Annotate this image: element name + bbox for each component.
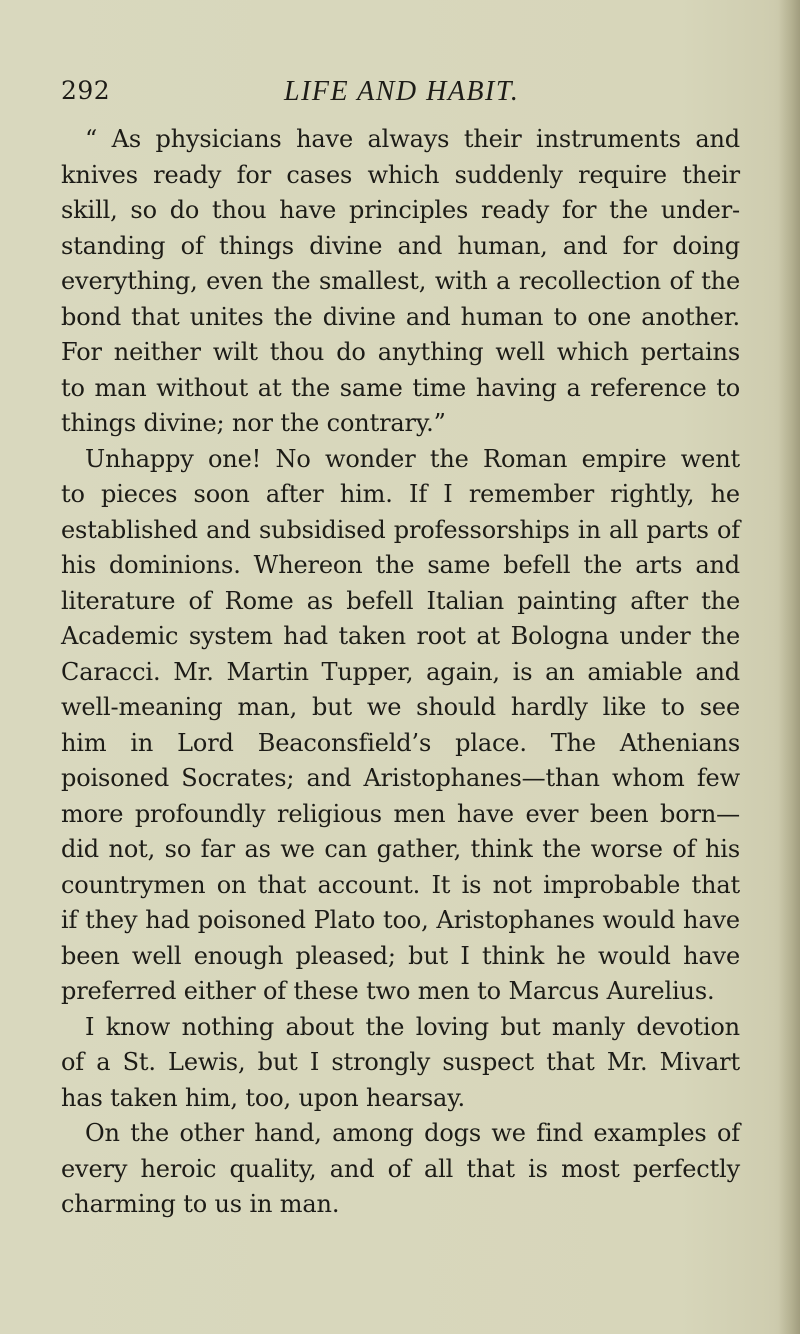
text-line: everything, even the smallest, with a recollection of the — [61, 267, 740, 295]
text-line: to pieces soon after him. If I remember rightly, he — [61, 480, 740, 508]
page-edge-shadow — [778, 0, 800, 1334]
text-line: him in Lord Beaconsfield’s place. The Athenians — [61, 728, 740, 757]
text-line: bond that unites the divine and human to one another. — [61, 302, 740, 331]
text-line: skill, so do thou have principles ready for the under- — [61, 196, 740, 224]
text-line: every heroic quality, and of all that is most perfectly — [61, 1154, 740, 1183]
text-line: poisoned Socrates; and Aristophanes—than whom few — [61, 764, 740, 792]
text-line: preferred either of these two men to Marcus Aurelius. — [61, 977, 715, 1005]
text-line: For neither wilt thou do anything well which pertains — [61, 338, 740, 366]
text-line: his dominions. Whereon the same befell the arts and — [61, 551, 740, 579]
text-line: charming to us in man. — [61, 1190, 340, 1218]
text-line: of a St. Lewis, but I strongly suspect that Mr. Mivart — [61, 1048, 740, 1076]
text-line: been well enough pleased; but I think he would have — [61, 941, 740, 970]
text-line: Unhappy one! No wonder the Roman empire went — [85, 444, 740, 473]
text-line: knives ready for cases which suddenly require their — [61, 160, 740, 189]
text-line: Caracci. Mr. Martin Tupper, again, is an amiable and — [61, 657, 740, 686]
page-header — [61, 76, 741, 116]
text-line: to man without at the same time having a reference to — [61, 373, 740, 402]
text-line: “ As physicians have always their instruments and — [85, 125, 740, 153]
text-line: standing of things divine and human, and for doing — [61, 231, 740, 260]
text-line: I know nothing about the loving but manly devotion — [85, 1012, 740, 1041]
body-text — [61, 122, 740, 1223]
text-line: Academic system had taken root at Bologna under the — [61, 622, 740, 650]
text-line: countrymen on that account. It is not improbable that — [61, 870, 740, 899]
text-line: if they had poisoned Plato too, Aristophanes would have — [61, 906, 740, 934]
text-line: literature of Rome as befell Italian painting after the — [61, 586, 740, 615]
page-number: 292 — [61, 76, 111, 105]
text-line: well-meaning man, but we should hardly like to see — [61, 693, 740, 721]
text-line: more profoundly religious men have ever been born— — [61, 799, 740, 828]
text-line: has taken him, too, upon hearsay. — [61, 1083, 465, 1112]
text-line: established and subsidised professorships in all parts of — [61, 515, 740, 544]
text-line: On the other hand, among dogs we find examples of — [85, 1119, 740, 1147]
text-line: did not, so far as we can gather, think the worse of his — [61, 835, 740, 863]
text-line: things divine; nor the contrary.” — [61, 409, 446, 437]
running-title: LIFE AND HABIT. — [284, 76, 520, 107]
